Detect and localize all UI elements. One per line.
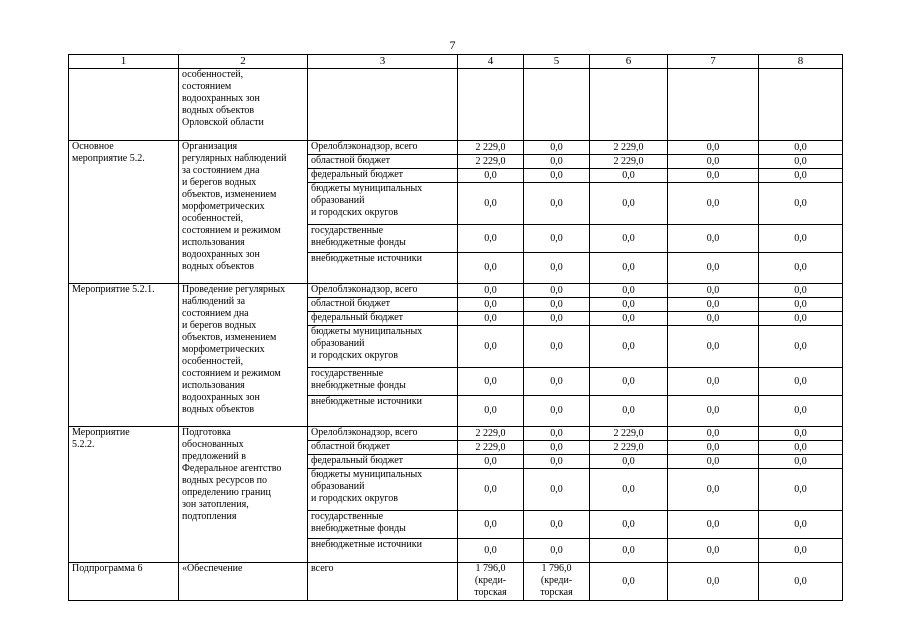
amount-cell: 0,0 bbox=[668, 253, 759, 284]
amount-cell: 0,0 bbox=[524, 141, 590, 155]
amount-cell: 0,0 bbox=[759, 298, 843, 312]
amount-cell: 0,0 bbox=[524, 312, 590, 326]
budget-table bbox=[68, 54, 843, 601]
amount-cell: 2 229,0 bbox=[458, 141, 524, 155]
amount-cell: 0,0 bbox=[524, 469, 590, 511]
funding-source: областной бюджет bbox=[308, 441, 458, 455]
amount-cell: 0,0 bbox=[668, 563, 759, 601]
amount-cell: 0,0 bbox=[590, 284, 668, 298]
header-row bbox=[69, 55, 843, 69]
amount-cell: 0,0 bbox=[590, 312, 668, 326]
amount-cell: 0,0 bbox=[458, 284, 524, 298]
amount-cell: 0,0 bbox=[668, 312, 759, 326]
amount-cell: 0,0 bbox=[668, 183, 759, 225]
amount-cell: 0,0 bbox=[524, 284, 590, 298]
activity-description: Подготовка обоснованных предложений в Федеральное агентство водных ресурсов по определению границ зон затопления, подтопления bbox=[179, 427, 308, 563]
amount-cell: 0,0 bbox=[590, 326, 668, 368]
amount-cell: 0,0 bbox=[759, 169, 843, 183]
amount-cell: 0,0 bbox=[759, 539, 843, 563]
amount-cell: 0,0 bbox=[759, 455, 843, 469]
amount-cell: 0,0 bbox=[458, 455, 524, 469]
amount-cell: 0,0 bbox=[668, 155, 759, 169]
amount-cell: 0,0 bbox=[458, 225, 524, 253]
activity-code: Мероприятие 5.2.2. bbox=[69, 427, 179, 563]
amount-cell: 0,0 bbox=[759, 253, 843, 284]
funding-source: всего bbox=[308, 563, 458, 601]
funding-source: государственные внебюджетные фонды bbox=[308, 368, 458, 396]
amount-cell: 0,0 bbox=[668, 455, 759, 469]
funding-source: государственные внебюджетные фонды bbox=[308, 511, 458, 539]
amount-text: 1 796,0 (креди- торская bbox=[474, 563, 507, 598]
activity-code: Мероприятие 5.2.1. bbox=[69, 284, 179, 427]
funding-source: федеральный бюджет bbox=[308, 169, 458, 183]
amount-cell: 0,0 bbox=[668, 396, 759, 427]
amount-cell: 0,0 bbox=[759, 469, 843, 511]
amount-cell: 2 229,0 bbox=[590, 155, 668, 169]
amount-cell: 0,0 bbox=[524, 511, 590, 539]
funding-source: Орелоблэконадзор, всего bbox=[308, 141, 458, 155]
empty-cell bbox=[69, 69, 179, 141]
amount-cell: 0,0 bbox=[759, 141, 843, 155]
empty-cell bbox=[759, 69, 843, 141]
amount-cell: 2 229,0 bbox=[458, 441, 524, 455]
funding-source: бюджеты муниципальных образований и городских округов bbox=[308, 183, 458, 225]
amount-cell: 2 229,0 bbox=[458, 427, 524, 441]
empty-cell bbox=[668, 69, 759, 141]
empty-cell bbox=[590, 69, 668, 141]
amount-cell: 0,0 bbox=[668, 141, 759, 155]
amount-cell: 0,0 bbox=[668, 169, 759, 183]
amount-cell: 0,0 bbox=[759, 441, 843, 455]
amount-cell: 0,0 bbox=[668, 469, 759, 511]
amount-cell: 0,0 bbox=[524, 396, 590, 427]
amount-cell: 0,0 bbox=[458, 169, 524, 183]
amount-cell: 0,0 bbox=[590, 563, 668, 601]
amount-cell: 0,0 bbox=[590, 298, 668, 312]
amount-cell: 0,0 bbox=[524, 169, 590, 183]
amount-cell: 0,0 bbox=[458, 183, 524, 225]
amount-cell: 0,0 bbox=[668, 326, 759, 368]
amount-cell: 0,0 bbox=[524, 368, 590, 396]
amount-cell: 0,0 bbox=[759, 155, 843, 169]
amount-cell: 2 229,0 bbox=[590, 427, 668, 441]
funding-source: внебюджетные источники bbox=[308, 396, 458, 427]
empty-cell bbox=[524, 69, 590, 141]
funding-source: Орелоблэконадзор, всего bbox=[308, 284, 458, 298]
amount-cell: 0,0 bbox=[458, 396, 524, 427]
amount-cell: 0,0 bbox=[590, 169, 668, 183]
funding-source: внебюджетные источники bbox=[308, 253, 458, 284]
funding-source: внебюджетные источники bbox=[308, 539, 458, 563]
funding-row bbox=[69, 427, 843, 441]
amount-cell bbox=[458, 563, 524, 601]
amount-cell: 0,0 bbox=[458, 511, 524, 539]
amount-cell: 0,0 bbox=[524, 155, 590, 169]
page-number: 7 bbox=[449, 38, 456, 52]
amount-cell: 0,0 bbox=[759, 368, 843, 396]
amount-cell: 0,0 bbox=[759, 511, 843, 539]
amount-cell: 0,0 bbox=[524, 441, 590, 455]
amount-cell: 0,0 bbox=[524, 326, 590, 368]
amount-cell: 0,0 bbox=[759, 284, 843, 298]
amount-cell: 0,0 bbox=[524, 539, 590, 563]
amount-cell bbox=[524, 563, 590, 601]
amount-cell: 0,0 bbox=[524, 183, 590, 225]
header-cell: 8 bbox=[759, 55, 843, 69]
amount-cell: 0,0 bbox=[590, 469, 668, 511]
amount-cell: 0,0 bbox=[590, 539, 668, 563]
activity-code: Основное мероприятие 5.2. bbox=[69, 141, 179, 284]
funding-row bbox=[69, 141, 843, 155]
amount-cell: 0,0 bbox=[759, 563, 843, 601]
header-cell: 3 bbox=[308, 55, 458, 69]
funding-source: Орелоблэконадзор, всего bbox=[308, 427, 458, 441]
amount-cell: 0,0 bbox=[668, 284, 759, 298]
empty-cell bbox=[308, 69, 458, 141]
amount-cell: 0,0 bbox=[458, 298, 524, 312]
amount-cell: 0,0 bbox=[759, 312, 843, 326]
amount-cell: 0,0 bbox=[458, 326, 524, 368]
header-cell: 5 bbox=[524, 55, 590, 69]
continuation-row bbox=[69, 69, 843, 141]
amount-cell: 0,0 bbox=[524, 253, 590, 284]
amount-cell: 0,0 bbox=[759, 183, 843, 225]
amount-cell: 2 229,0 bbox=[590, 441, 668, 455]
amount-cell: 0,0 bbox=[590, 368, 668, 396]
activity-description: Организация регулярных наблюдений за состоянием дна и берегов водных объектов, изменением морфометрических особенностей, состоянием и режимом использования водоохранных зон водных объектов bbox=[179, 141, 308, 284]
amount-cell: 0,0 bbox=[668, 298, 759, 312]
amount-cell: 0,0 bbox=[668, 225, 759, 253]
header-cell: 1 bbox=[69, 55, 179, 69]
amount-cell: 0,0 bbox=[668, 368, 759, 396]
amount-cell: 0,0 bbox=[524, 427, 590, 441]
amount-cell: 0,0 bbox=[759, 326, 843, 368]
amount-cell: 0,0 bbox=[590, 511, 668, 539]
header-cell: 6 bbox=[590, 55, 668, 69]
amount-cell: 2 229,0 bbox=[458, 155, 524, 169]
amount-cell: 0,0 bbox=[524, 455, 590, 469]
amount-cell: 0,0 bbox=[458, 312, 524, 326]
amount-cell: 0,0 bbox=[759, 427, 843, 441]
funding-source: областной бюджет bbox=[308, 155, 458, 169]
amount-cell: 0,0 bbox=[458, 539, 524, 563]
funding-row bbox=[69, 284, 843, 298]
funding-source: областной бюджет bbox=[308, 298, 458, 312]
amount-cell: 0,0 bbox=[759, 396, 843, 427]
amount-text: 1 796,0 (креди- торская bbox=[540, 563, 573, 598]
amount-cell: 0,0 bbox=[458, 253, 524, 284]
header-cell: 2 bbox=[179, 55, 308, 69]
amount-cell: 0,0 bbox=[524, 298, 590, 312]
empty-cell bbox=[458, 69, 524, 141]
amount-cell: 0,0 bbox=[458, 469, 524, 511]
subprogram-title: «Обеспечение bbox=[179, 563, 308, 601]
header-cell: 7 bbox=[668, 55, 759, 69]
amount-cell: 0,0 bbox=[458, 368, 524, 396]
continuation-text: особенностей, состоянием водоохранных зон водных объектов Орловской области bbox=[179, 69, 308, 141]
amount-cell: 0,0 bbox=[759, 225, 843, 253]
amount-cell: 0,0 bbox=[590, 183, 668, 225]
header-cell: 4 bbox=[458, 55, 524, 69]
amount-cell: 0,0 bbox=[590, 396, 668, 427]
subprogram-row bbox=[69, 563, 843, 601]
activity-description: Проведение регулярных наблюдений за состоянием дна и берегов водных объектов, изменением морфометрических особенностей, состоянием и режимом использования водоохранных зон водных объектов bbox=[179, 284, 308, 427]
funding-source: бюджеты муниципальных образований и городских округов bbox=[308, 469, 458, 511]
funding-source: бюджеты муниципальных образований и городских округов bbox=[308, 326, 458, 368]
funding-source: федеральный бюджет bbox=[308, 312, 458, 326]
amount-cell: 0,0 bbox=[668, 511, 759, 539]
amount-cell: 0,0 bbox=[524, 225, 590, 253]
amount-cell: 2 229,0 bbox=[590, 141, 668, 155]
funding-source: федеральный бюджет bbox=[308, 455, 458, 469]
amount-cell: 0,0 bbox=[668, 427, 759, 441]
subprogram-code: Подпрограмма 6 bbox=[69, 563, 179, 601]
amount-cell: 0,0 bbox=[590, 253, 668, 284]
amount-cell: 0,0 bbox=[590, 225, 668, 253]
amount-cell: 0,0 bbox=[668, 441, 759, 455]
amount-cell: 0,0 bbox=[590, 455, 668, 469]
amount-cell: 0,0 bbox=[668, 539, 759, 563]
funding-source: государственные внебюджетные фонды bbox=[308, 225, 458, 253]
